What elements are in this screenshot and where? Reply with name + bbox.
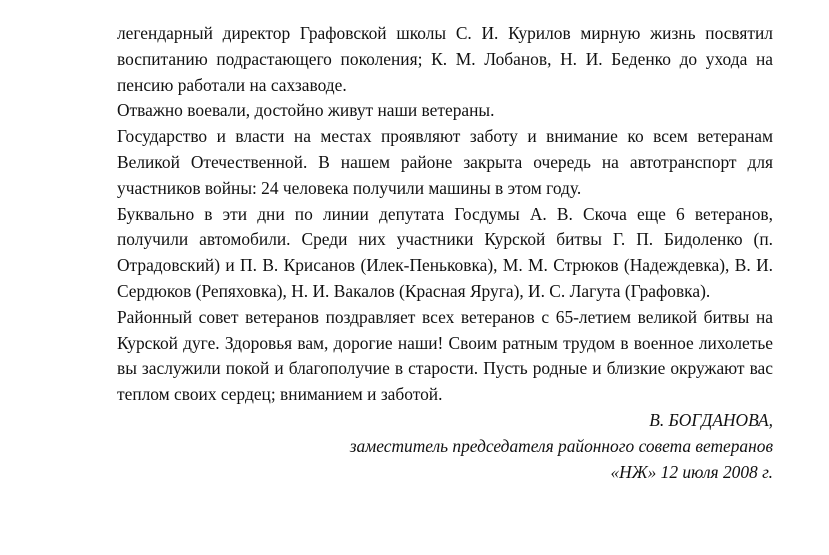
- signature-author: В. БОГДАНОВА,: [649, 409, 773, 430]
- paragraph-5: Районный совет ветеранов поздравляет всех ветеранов с 65-летием великой битвы на Курской дуге. Здоровья вам, дорогие наши! Своим ратным трудом в военное лихолетье вы заслужили покой и благополучие в старости. Пусть родные и близкие окружают вас теплом своих сердец; вниманием и заботой.: [117, 306, 773, 405]
- paragraph-1: легендарный директор Графовской школы С. И. Курилов мирную жизнь посвятил воспитанию подрастающего поколения; К. М. Лобанов, Н. И. Беденко до ухода на пенсию работали на сахзаводе.: [117, 23, 773, 95]
- signature-source: «НЖ» 12 июля 2008 г.: [610, 461, 773, 482]
- paragraph-3: Государство и власти на местах проявляют заботу и внимание ко всем ветеранам Великой Отечественной. В нашем районе закрыта очередь на автотранспорт для участников войны: 24 человека получили машины в этом году.: [117, 126, 773, 198]
- paragraph-4: Буквально в эти дни по линии депутата Госдумы А. В. Скоча еще 6 ветеранов, получили автомобили. Среди них участники Курской битвы Г. П. Бидоленко (п. Отрадовский) и П. В. Крисанов (Илек-Пеньковка), М. М. Стрюков (Надеждевка), В. И. Сердюков (Репяховка), Н. И. Вакалов (Красная Яруга), И. С. Лагута (Графовка).: [117, 203, 773, 301]
- document-page: [117, 21, 773, 485]
- signature-position: заместитель председателя районного совета ветеранов: [349, 435, 773, 456]
- paragraph-2: Отважно воевали, достойно живут наши ветераны.: [117, 100, 495, 121]
